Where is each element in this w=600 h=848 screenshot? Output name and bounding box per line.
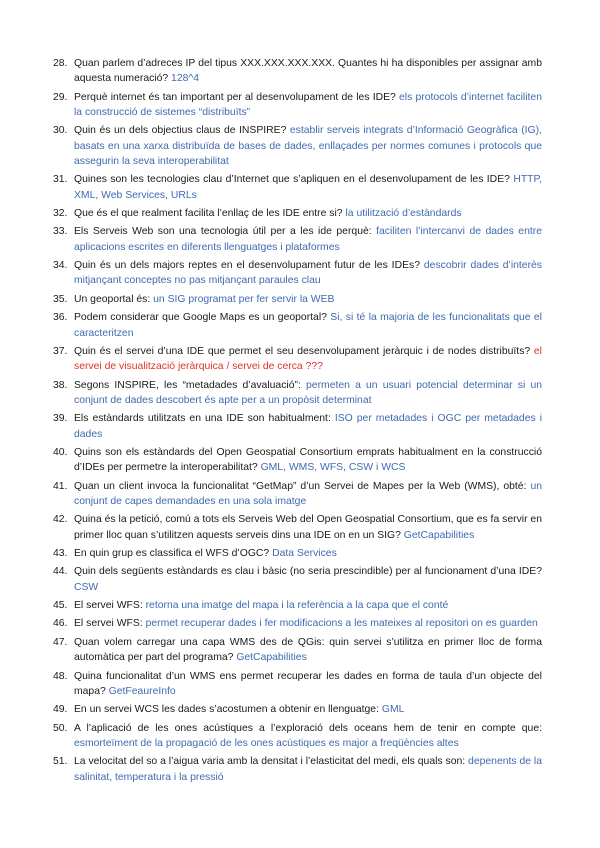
question-item [53, 564, 542, 595]
answer-text: esmorteïment de la propagació de les ones acústiques es major a freqüències altes [74, 737, 459, 749]
answer-text: un SIG programat per fer servir la WEB [153, 293, 335, 305]
question-item [53, 512, 542, 543]
question-text: Que és el que realment facilita l’enllaç de les IDE entre si? [74, 208, 343, 220]
answer-text: permet recuperar dades i fer modificacions a les mateixes al repositori on es guarden [145, 618, 538, 630]
question-number: 47. [53, 636, 68, 648]
question-text: Quin és el servei d’una IDE que permet el seu desenvolupament jeràrquic i de nodes distribuïts? [74, 345, 531, 357]
question-number: 36. [53, 312, 68, 324]
question-number: 46. [53, 618, 68, 630]
question-text: Quina és la petició, comú a tots els Serveis Web del Open Geospatial Consortium, que es fa servir en primer lloc quan s’utilitzen aquests serveis dins una IDE on en un SIG? [74, 514, 542, 541]
question-list [53, 56, 543, 785]
question-item [53, 635, 542, 666]
question-text: A l’aplicació de les ones acústiques a l’exploració dels oceans hem de tenir en compte que: [74, 722, 542, 734]
question-item [53, 172, 542, 203]
question-number: 51. [53, 756, 68, 768]
question-number: 43. [53, 548, 68, 560]
answer-text: retorna una imatge del mapa i la referència a la capa que el conté [145, 600, 449, 612]
question-text: Els Serveis Web son una tecnologia útil per a les ide perquè: [74, 226, 372, 238]
question-item [53, 546, 542, 561]
question-text: Quins son els estàndards del Open Geospatial Consortium emprats habitualment en la construcció d’IDEs per permetre la interoperabilitat? [74, 446, 542, 474]
question-item [53, 206, 542, 221]
question-number: 32. [53, 208, 68, 220]
question-text: Quines son les tecnologies clau d’Internet que s’apliquen en el desenvolupament de les IDE? [74, 174, 510, 186]
question-text: En quin grup es classifica el WFS d’OGC? [74, 548, 270, 560]
question-number: 49. [53, 704, 68, 716]
answer-text: Data Services [272, 548, 337, 560]
question-item [53, 721, 542, 752]
question-item [53, 669, 542, 700]
question-text: Quina funcionalitat d’un WMS ens permet recuperar les dades en forma de taula d’un objecte del mapa? [74, 670, 542, 697]
answer-text: GetFeaureInfo [108, 685, 176, 697]
question-text: El servei WFS: [74, 600, 143, 612]
question-text: La velocitat del so a l’aigua varia amb la densitat i l’elasticitat del medi, els quals son: [74, 756, 466, 768]
question-item [53, 754, 543, 785]
question-text: Els estàndards utilitzats en una IDE son habitualment: [74, 413, 331, 425]
answer-text: depenents de la salinitat, temperatura i la pressió [74, 756, 543, 783]
answer-text: faciliten l’intercanvi de dades entre aplicacions escrites en diferents llenguatges i plataformes [74, 226, 542, 253]
question-text: Quan un client invoca la funcionalitat “GetMap” d’un Servei de Mapes per la Web (WMS), obté: [74, 480, 527, 492]
question-number: 44. [53, 566, 68, 578]
question-item [53, 310, 542, 341]
answer-text: el servei de visualització jeràrquica / servei de cerca ??? [74, 345, 542, 373]
question-number: 38. [53, 379, 68, 391]
question-number: 39. [53, 413, 68, 425]
question-number: 30. [53, 125, 68, 137]
question-text: Quin dels següents estàndards es clau i bàsic (no seria prescindible) per al funcionament d’una IDE? [74, 566, 542, 578]
question-number: 29. [53, 91, 68, 103]
question-number: 31. [53, 174, 68, 186]
answer-text: HTTP, XML, Web Services, URLs [74, 174, 542, 201]
question-text: Un geoportal és: [74, 293, 151, 305]
question-number: 37. [53, 345, 68, 357]
answer-text: ISO per metadades i OGC per metadades i dades [74, 413, 542, 440]
question-text: Segons INSPIRE, les “metadades d’avaluació”: [74, 379, 301, 391]
answer-text: GetCapabilities [403, 529, 475, 541]
question-text: Perquè internet és tan important per al desenvolupament de les IDE? [74, 91, 396, 103]
question-number: 33. [53, 226, 68, 238]
answer-text: permeten a un usuari potencial determinar si un conjunt de dades descobert és apte per a un propòsit determinat [74, 379, 542, 406]
question-item [53, 224, 542, 255]
answer-text: la utilització d’estàndards [345, 208, 462, 220]
question-item [53, 90, 542, 121]
question-text: Quan volem carregar una capa WMS des de QGis: quin servei s’utilitza en primer lloc de forma automàtica per part del programa? [74, 636, 542, 664]
question-text: Quin és un dels objectius claus de INSPIRE? [74, 125, 287, 137]
question-text: El servei WFS: [74, 618, 143, 630]
question-item [53, 479, 542, 510]
answer-text: GML [381, 704, 405, 716]
question-item [53, 258, 543, 289]
question-number: 34. [53, 260, 68, 272]
question-number: 45. [53, 600, 68, 612]
answer-text: establir serveis integrats d’Informació Geogràfica (IG), basats en una xarxa distribuïda de bases de dades, enllaçades per normes comunes i protocols que assegurin la seva interoperabilitat [74, 125, 542, 167]
answer-text: Si, si té la majoria de les funcionalitats que el caracteritzen [74, 312, 542, 339]
question-item [53, 445, 542, 476]
question-item [53, 616, 542, 631]
question-text: Podem considerar que Google Maps es un geoportal? [74, 312, 327, 324]
question-item [53, 123, 542, 169]
answer-text: els protocols d’internet faciliten la construcció de sistemes “distribuïts” [74, 91, 542, 118]
answer-text: 128^4 [171, 73, 200, 85]
answer-text: GML, WMS, WFS, CSW i WCS [260, 462, 406, 474]
question-text: En un servei WCS les dades s’acostumen a obtenir en llenguatge: [74, 704, 379, 716]
question-item [53, 598, 542, 613]
question-number: 28. [53, 58, 68, 69]
question-item [53, 378, 542, 409]
answer-text: un conjunt de capes demandades en una sola imatge [74, 480, 542, 507]
question-number: 35. [53, 293, 68, 305]
question-text: Quan parlem d’adreces IP del tipus XXX.XXX.XXX.XXX. Quantes hi ha disponibles per assignar amb aquesta numeració? [74, 58, 542, 85]
question-text: Quin és un dels majors reptes en el desenvolupament futur de les IDEs? [74, 260, 420, 272]
question-number: 41. [53, 480, 68, 492]
answer-text: CSW [74, 581, 99, 593]
question-number: 48. [53, 670, 68, 682]
question-item [53, 292, 542, 307]
answer-text: GetCapabilities [236, 652, 307, 664]
question-number: 50. [53, 722, 68, 734]
question-item [53, 702, 542, 717]
question-item [53, 344, 542, 375]
question-item [53, 56, 542, 87]
answer-text: descobrir dades d’interès mitjançant conceptes no pas mitjançant paraules clau [74, 260, 543, 287]
question-item [53, 411, 542, 442]
question-number: 42. [53, 514, 68, 526]
question-number: 40. [53, 446, 68, 458]
